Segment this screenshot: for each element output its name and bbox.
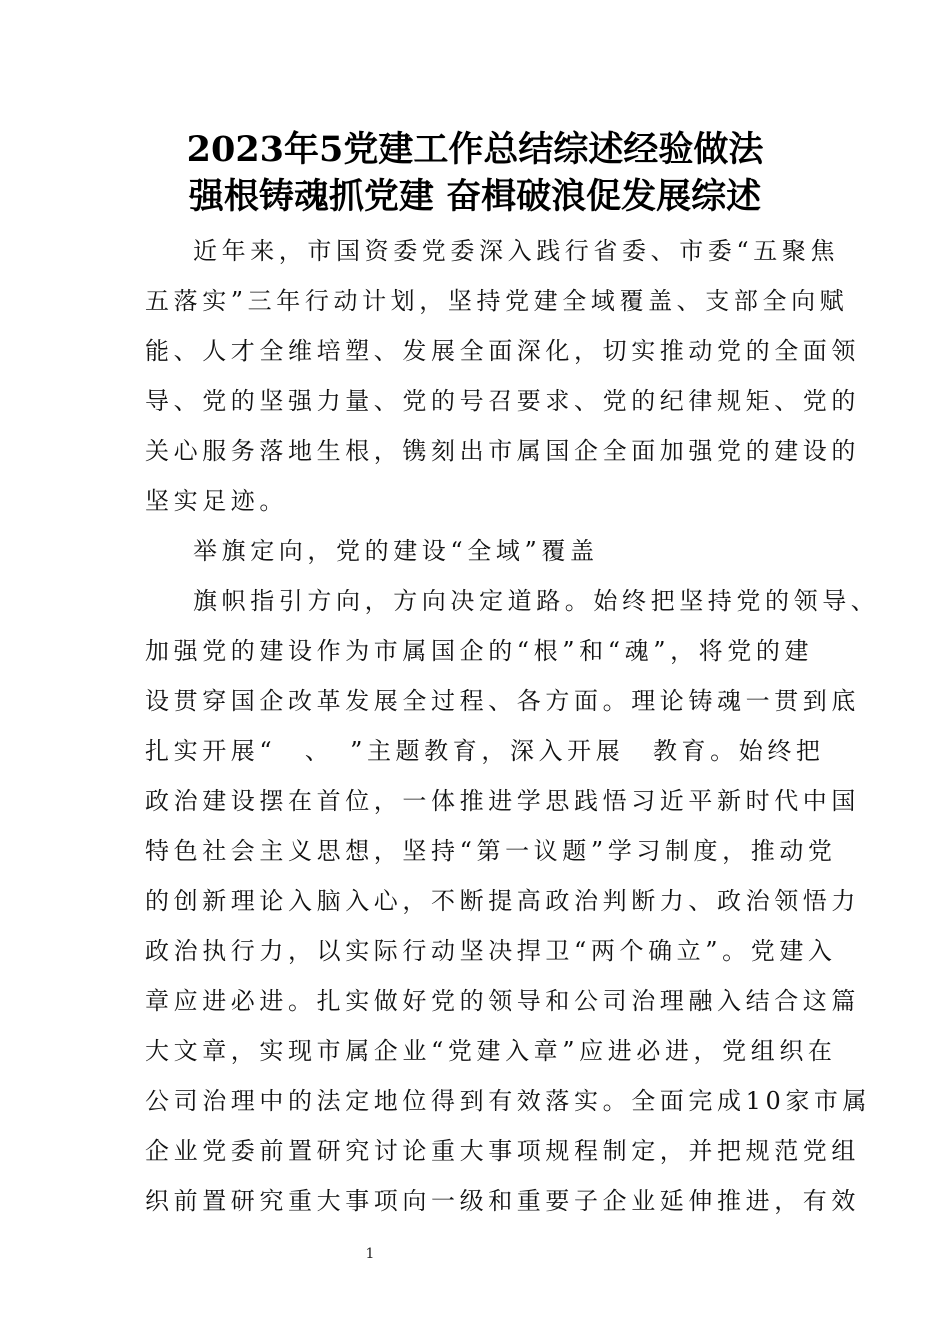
paragraph-line: 织前置研究重大事项向一级和重要子企业延伸推进，有效 [145, 1187, 860, 1215]
paragraph-line: 坚实足迹。 [145, 487, 288, 515]
paragraph-line: 五落实”三年行动计划，坚持党建全域覆盖、支部全向赋 [145, 287, 849, 315]
paragraph-line: 的创新理论入脑入心，不断提高政治判断力、政治领悟力 [145, 887, 860, 915]
paragraph-line: 近年来，市国资委党委深入践行省委、市委“五聚焦 [193, 237, 840, 265]
paragraph-line: 企业党委前置研究讨论重大事项规程制定，并把规范党组 [145, 1137, 860, 1165]
paragraph-line: 旗帜指引方向，方向决定道路。始终把坚持党的领导、 [193, 587, 880, 615]
paragraph-line: 设贯穿国企改革发展全过程、各方面。理论铸魂一贯到底 [145, 687, 860, 715]
paragraph-line: 能、人才全维培塑、发展全面深化，切实推动党的全面领 [145, 337, 860, 365]
paragraph-line: 关心服务落地生根，镌刻出市属国企全面加强党的建设的 [145, 437, 860, 465]
paragraph-line: 加强党的建设作为市属国企的“根”和“魂”，将党的建 [145, 637, 814, 665]
document-title-line-1: 2023年5党建工作总结综述经验做法 [186, 129, 764, 170]
paragraph-line: 政治建设摆在首位，一体推进学思践悟习近平新时代中国 [145, 787, 860, 815]
paragraph-line: 大文章，实现市属企业“党建入章”应进必进，党组织在 [145, 1037, 837, 1065]
paragraph-line: 特色社会主义思想，坚持“第一议题”学习制度，推动党 [145, 837, 837, 865]
paragraph-line: 政治执行力，以实际行动坚决捍卫“两个确立”。党建入 [145, 937, 837, 965]
section-heading: 举旗定向，党的建设“全域”覆盖 [193, 537, 599, 565]
document-title-line-2: 强根铸魂抓党建 奋楫破浪促发展综述 [188, 176, 762, 217]
paragraph-line: 导、党的坚强力量、党的号召要求、党的纪律规矩、党的 [145, 387, 860, 415]
paragraph-line: 公司治理中的法定地位得到有效落实。全面完成10家市属 [145, 1087, 872, 1115]
paragraph-line: 扎实开展“ 、 ”主题教育，深入开展 教育。始终把 [145, 737, 825, 765]
page-number: 1 [365, 1246, 375, 1262]
paragraph-line: 章应进必进。扎实做好党的领导和公司治理融入结合这篇 [145, 987, 860, 1015]
